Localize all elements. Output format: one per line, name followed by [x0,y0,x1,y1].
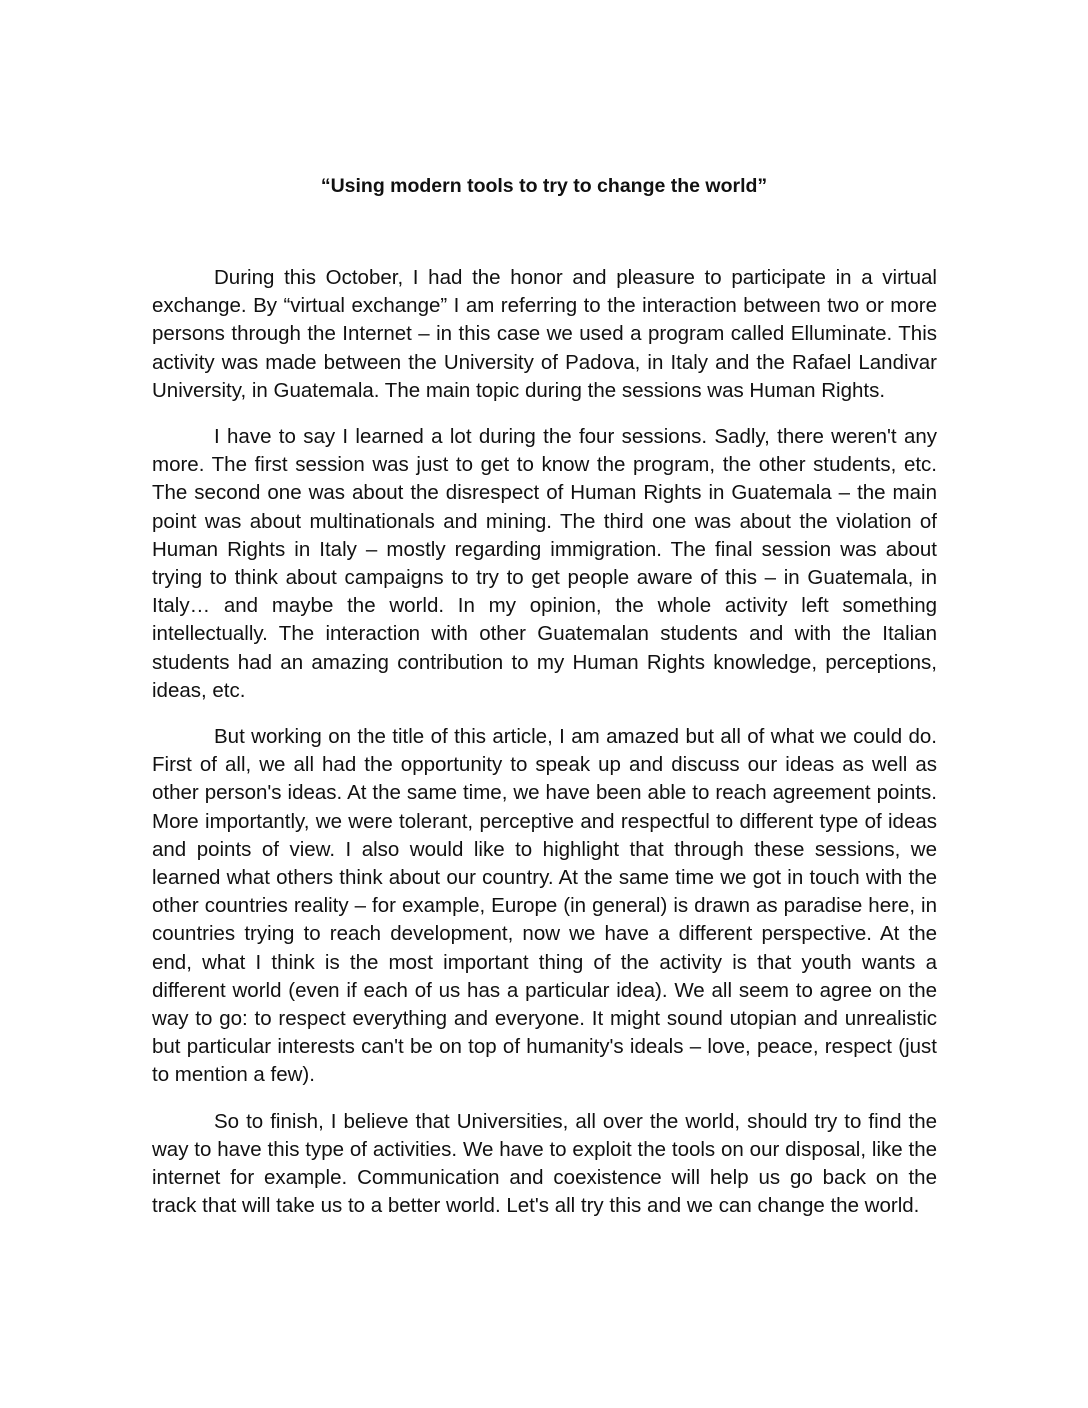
paragraph-4: So to finish, I believe that Universities, all over the world, should try to find the way to have this type of activities. We have to exploit the tools on our disposal, like the internet for example. Communication and coexistence will help us go back on the track that will take us to a better world. Let's all try this and we can change the world. [152,1109,937,1218]
paragraph-3: But working on the title of this article, I am amazed but all of what we could do. First of all, we all had the opportunity to speak up and discuss our ideas as well as other person's ideas. At the same time, we have been able to reach agreement points. More importantly, we were tolerant, perceptive and respectful to different type of ideas and points of view. I also would like to highlight that through these sessions, we learned what others think about our country. At the same time we got in touch with the other countries reality – for example, Europe (in general) is drawn as paradise here, in countries trying to reach development, now we have a different perspective. At the end, what I think is the most important thing of the activity is that youth wants a different world (even if each of us has a particular idea). We all seem to agree on the way to go: to respect everything and everyone. It might sound utopian and unrealistic but particular interests can't be on top of humanity's ideals – love, peace, respect (just to mention a few). [152,725,937,1087]
paragraph-1: During this October, I had the honor and pleasure to participate in a virtual exchange. By “virtual exchange” I am referring to the interaction between two or more persons through the Internet – in this case we used a program called Elluminate. This activity was made between the University of Padova, in Italy and the Rafael Landivar University, in Guatemala. The main topic during the sessions was Human Rights. [152,266,937,402]
document-title: “Using modern tools to try to change the world” [320,175,768,197]
document-body [152,264,937,1239]
paragraph-2: I have to say I learned a lot during the four sessions. Sadly, there weren't any more. The first session was just to get to know the program, the other students, etc. The second one was about the disrespect of Human Rights in Guatemala – the main point was about multinationals and mining. The third one was about the violation of Human Rights in Italy – mostly regarding immigration. The final session was about trying to think about campaigns to try to get people aware of this – in Guatemala, in Italy… and maybe the world. In my opinion, the whole activity left something intellectually. The interaction with other Guatemalan students and with the Italian students had an amazing contribution to my Human Rights knowledge, perceptions, ideas, etc. [152,425,937,702]
